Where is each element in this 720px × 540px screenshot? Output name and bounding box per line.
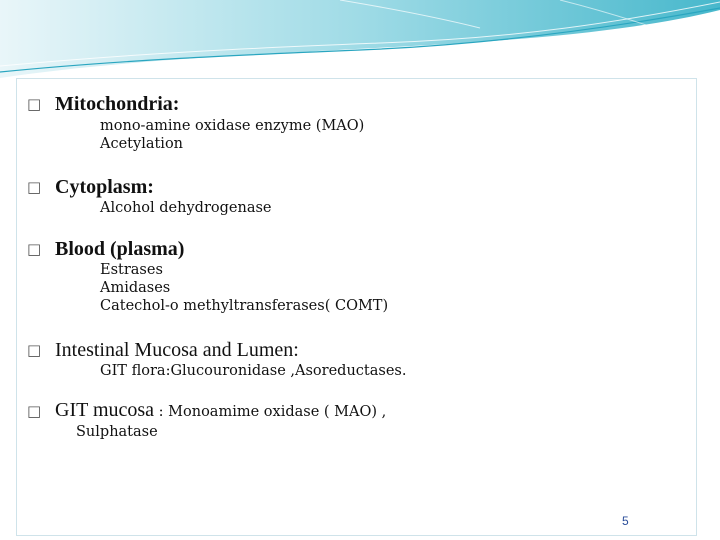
page-number: 5 — [622, 514, 629, 528]
item-line: Catechol-o methyltransferases( COMT) — [100, 298, 389, 314]
item-line: Alcohol dehydrogenase — [100, 200, 272, 216]
item-line: mono-amine oxidase enzyme (MAO) — [100, 118, 365, 134]
bullet-icon: □ — [27, 402, 42, 420]
bullet-icon: □ — [27, 341, 42, 359]
item-line: GIT flora:Glucouronidase ,Asoreductases. — [100, 363, 407, 379]
item-line: Amidases — [100, 280, 171, 296]
heading-git-mucosa — [55, 400, 386, 420]
heading-cytoplasm: Cytoplasm: — [55, 176, 154, 198]
heading-git-mucosa-text: GIT mucosa — [55, 399, 155, 421]
item-line: Estrases — [100, 262, 163, 278]
bullet-icon: □ — [27, 178, 42, 196]
heading-git-mucosa-inline: : Monoamime oxidase ( MAO) , — [154, 404, 387, 420]
heading-intestinal-mucosa: Intestinal Mucosa and Lumen: — [55, 339, 299, 361]
bullet-icon: □ — [27, 240, 42, 258]
item-line: Sulphatase — [76, 424, 158, 440]
heading-mitochondria: Mitochondria: — [55, 93, 180, 115]
bullet-icon: □ — [27, 95, 42, 113]
item-line: Acetylation — [100, 136, 184, 152]
heading-blood-plasma: Blood (plasma) — [55, 238, 185, 260]
